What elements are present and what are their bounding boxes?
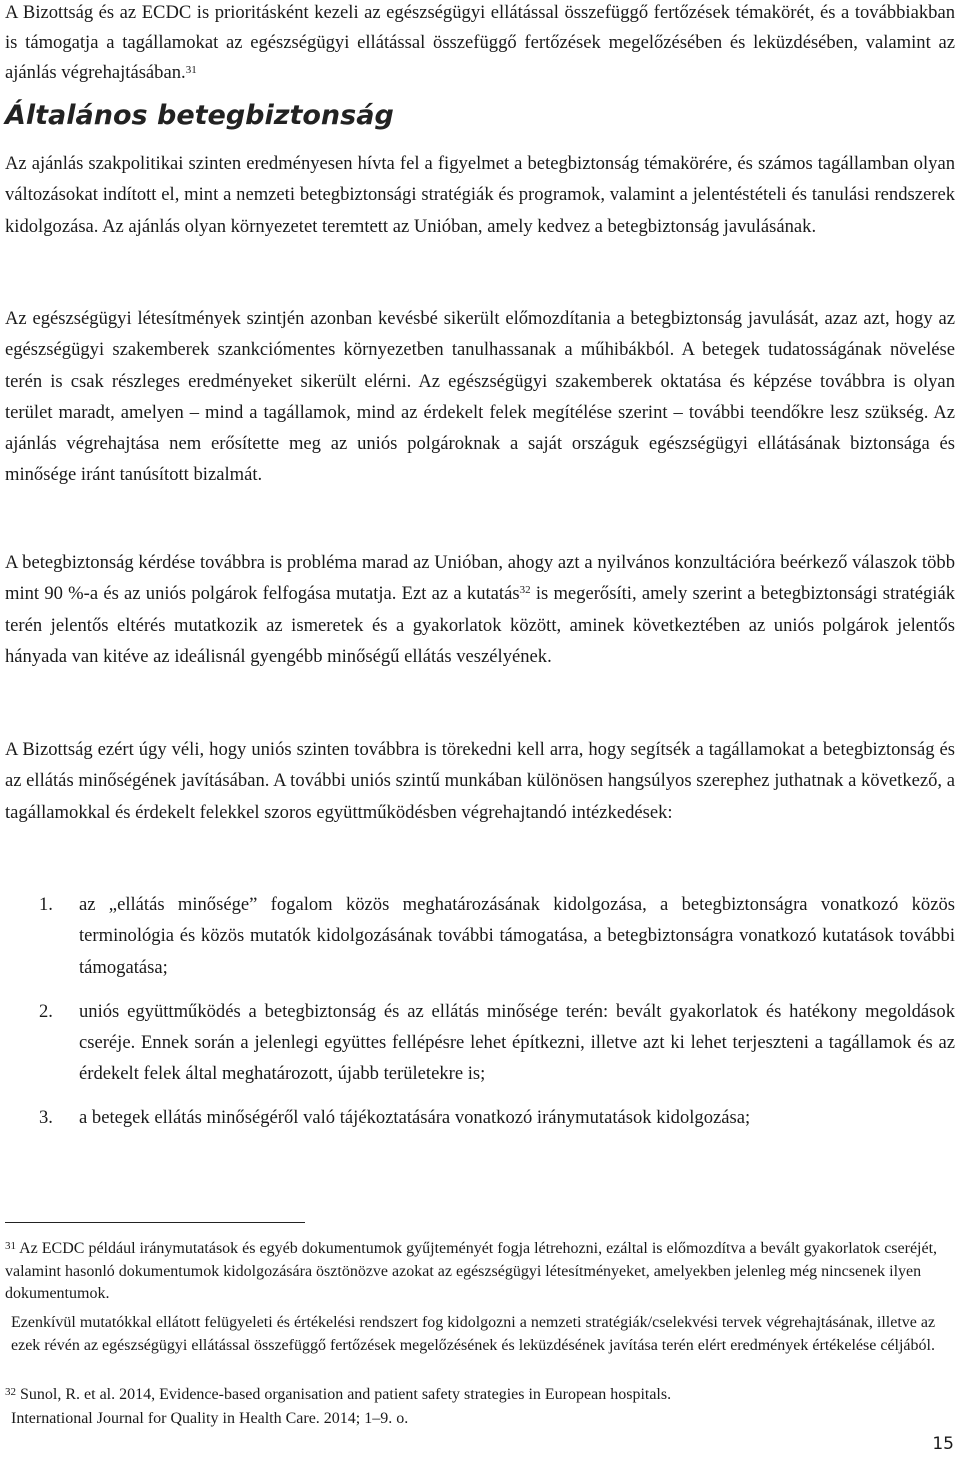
- footnote-32: $^{32}$ Sunol, R. et al. 2014, Evidence-based organisation and patient safety strategies in European hospitals.: [5, 1386, 672, 1403]
- footnote-32-continued: International Journal for Quality in Health Care. 2014; 1–9. o.: [11, 1410, 409, 1427]
- footnote-number: 31: [5, 1240, 16, 1252]
- paragraph-4: A Bizottság ezért úgy véli, hogy uniós szinten továbbra is törekedni kell arra, hogy segítsék a tagállamokat a betegbiztonság és az ellátás minőségének javításában. A további uniós szintű munkában különösen hangsúlyos szerephez juthatnak a következő, a tagállamokkal és érdekelt felekkel szoros együttműködésben végrehajtandó intézkedések:: [5, 739, 955, 823]
- intro-paragraph: A Bizottság és az ECDC is prioritásként kezeli az egészségügyi ellátással összefüggő fertőzések témakörét, és a továbbiakban is támogatja a tagállamokat az egészségügyi ellátással összefüggő fertőzések megelőzésében és leküzdésében, valamint az ajánlás végrehajtásában.$^{31}$: [5, 2, 955, 83]
- list-item-number: 3.: [39, 1106, 53, 1128]
- section-heading: Általános betegbiztonság: [5, 100, 394, 131]
- list-item-number: 1.: [39, 894, 53, 915]
- list-item-text: uniós együttműködés a betegbiztonság és az ellátás minősége terén: bevált gyakorlatok és hatékony megoldások cseréje. Ennek során a jelenlegi együttes fellépésre lehet építkezni, illetve azt ki lehet terjeszteni a tagállamok és az érdekelt felek által meghatározott, újabb területekre is;: [79, 1000, 955, 1085]
- paragraph-3: A betegbiztonság kérdése továbbra is probléma marad az Unióban, ahogy azt a nyilvános konzultációra beérkező válaszok több mint 90 %-a és az uniós polgárok felfogása mutatja. Ezt az a kutatás$^{32}$ is megerősíti, amely szerint a betegbiztonsági stratégiák terén jelentős eltérés mutatkozik az ismeretek és a gyakorlatok között, aminek következtében az uniós polgárok jelentős hányada van kitéve az ideálisnál gyengébb minőségű ellátás veszélyének.: [5, 552, 955, 667]
- list-item-number: 2.: [39, 1000, 53, 1022]
- list-item: [5, 889, 955, 983]
- footnote-number: 32: [5, 1386, 16, 1398]
- footnote-31-continued: Ezenkívül mutatókkal ellátott felügyeleti és értékelési rendszert fog kidolgozni a nemzeti stratégiák/cselekvési tervek végrehajtásának, illetve az ezek révén az egészségügyi ellátással összefüggő fertőzések megelőzésének és leküzdésének javítása terén elért eredmények értékelése céljából.: [11, 1314, 936, 1354]
- paragraph-2: Az egészségügyi létesítmények szintjén azonban kevésbé sikerült előmozdítania a betegbiztonság javulását, azaz azt, hogy az egészségügyi szakemberek szankciómentes környezetben tanulhassanak a műhibákból. A betegek tudatosságának növelése terén is csak részleges eredményeket sikerült elérni. Az egészségügyi szakemberek oktatása és képzése továbbra is olyan terület maradt, amelyen – mind a tagállamok, mind az érdekelt felek megítélése szerint – további teendőkre lesz szükség. Az ajánlás végrehajtása nem erősítette meg az uniós polgároknak a saját országuk egészségügyi ellátásának biztonsága és minősége iránt tanúsított bizalmát.: [5, 308, 955, 486]
- footnote-31: $^{31}$ Az ECDC például iránymutatások és egyéb dokumentumok gyűjteményét fogja létrehozni, ezáltal is előmozdítva a bevált gyakorlatok cseréjét, valamint hasonló dokumentumok kidolgozására ösztönözve azokat az egészségügyi létesítményeket, amelyekben jelenleg még nincsenek ilyen dokumentumok.: [5, 1240, 938, 1302]
- list-item: [5, 996, 955, 1090]
- footnote-ref-32[interactable]: 32: [519, 584, 531, 597]
- footnote-separator: [5, 1222, 305, 1223]
- paragraph-1: Az ajánlás szakpolitikai szinten eredményesen hívta fel a figyelmet a betegbiztonság témakörére, és számos tagállamban olyan változásokat indított el, mint a nemzeti betegbiztonsági stratégiák és programok, valamint a jelentéstételi és tanulási rendszerek kidolgozása. Az ajánlás olyan környezetet teremtett az Unióban, amely kedvez a betegbiztonság javulásának.: [5, 153, 955, 237]
- page-number: 15: [932, 1434, 954, 1454]
- footnote-ref-31[interactable]: 31: [185, 64, 197, 76]
- measures-list: [5, 889, 955, 1133]
- list-item-text: az „ellátás minősége” fogalom közös meghatározásának kidolgozása, a betegbiztonságra vonatkozó közös terminológia és közös mutatók kidolgozásának további támogatása, a betegbiztonságra vonatkozó kutatások további támogatása;: [79, 894, 955, 978]
- list-item-text: a betegek ellátás minőségéről való tájékoztatására vonatkozó iránymutatások kidolgozása;: [79, 1106, 751, 1128]
- list-item: [5, 1102, 955, 1133]
